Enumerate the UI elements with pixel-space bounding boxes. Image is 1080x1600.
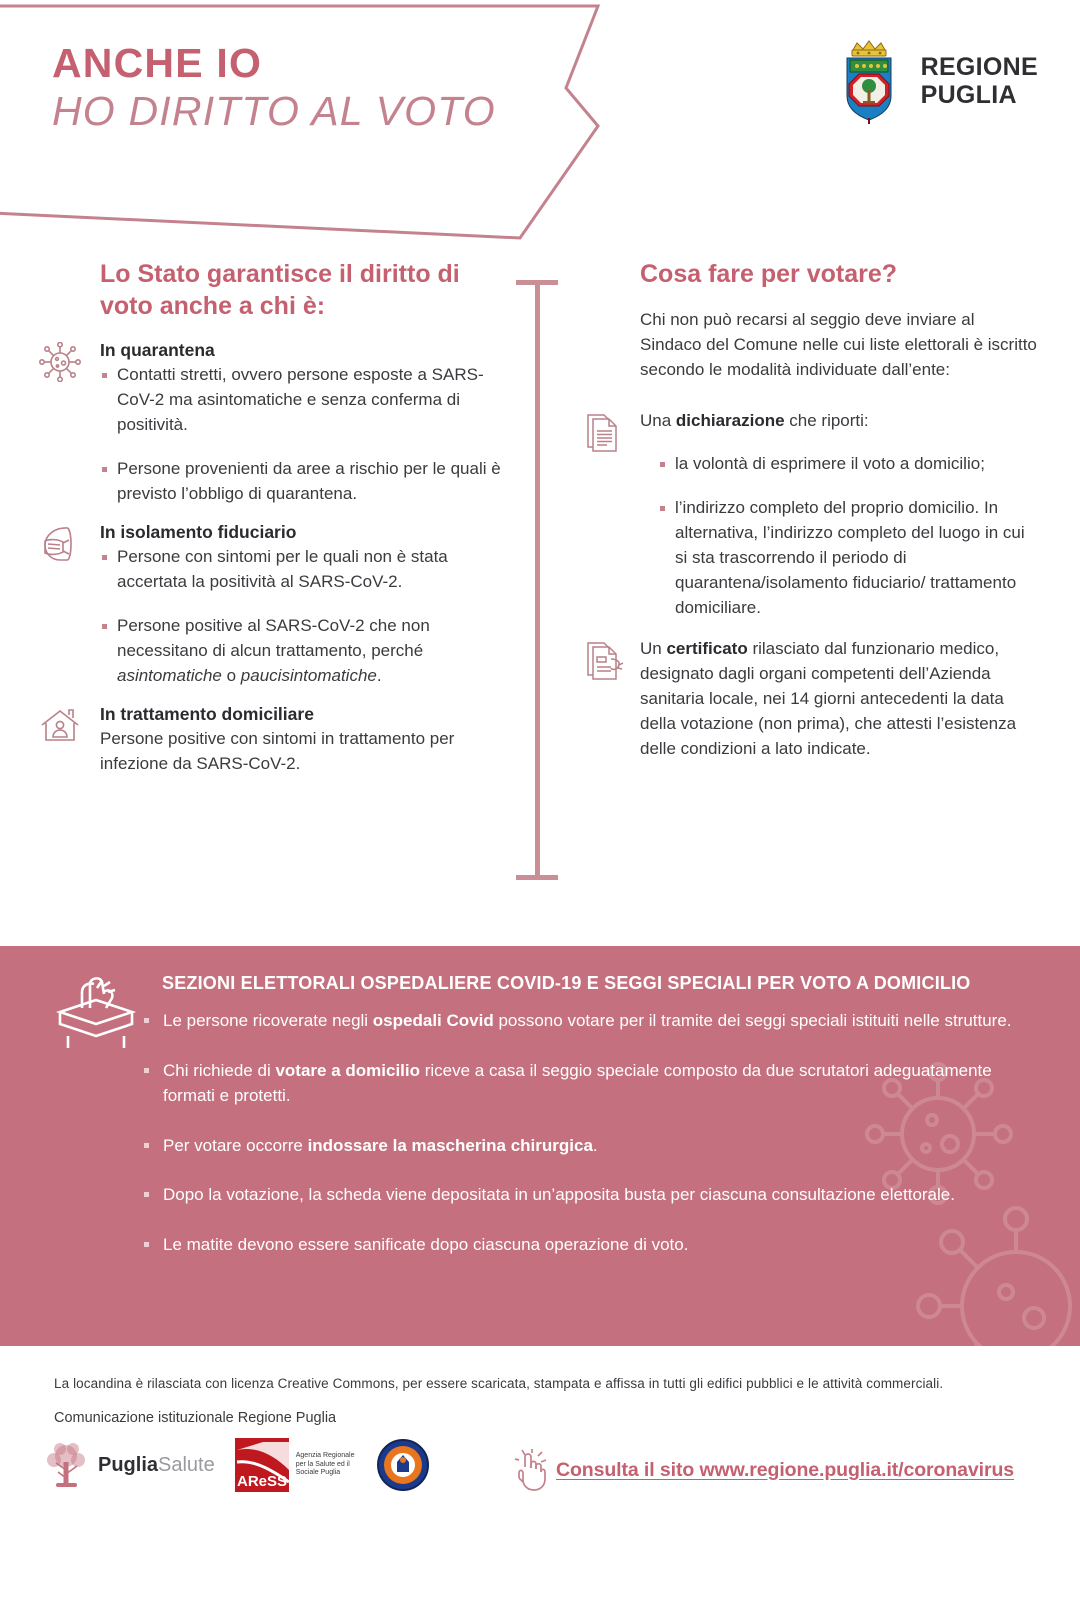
list-item: Persone con sintomi per le quali non è stata accertata la positività al SARS-CoV-2. [100,545,508,595]
protezione-civile-logo [376,1438,430,1492]
communication-note: Comunicazione istituzionale Regione Puglia [54,1410,337,1426]
bullet-text-pre: Chi richiede di [163,1060,276,1080]
list-item [142,1182,1012,1208]
divider-bar [535,280,540,880]
list-item: la volontà di esprimere il voto a domicilio; [658,452,1040,477]
creative-commons-note: La locandina è rilasciata con licenza Creative Commons, per essere scaricata, stampata e affissa in tutti gli edifici pubblici e le attività commerciali. [54,1376,944,1391]
item-isolamento-title: In isolamento fiduciario [100,521,297,542]
aress-mark-icon [233,1436,291,1494]
item-quarantena [38,340,508,507]
tree-icon [40,1440,92,1490]
regione-puglia-logo-text [921,53,1038,109]
item-quarantena-body [100,340,508,507]
ballot-box-icon [52,974,140,1052]
left-column [38,258,508,793]
dichiarazione-lead-bold: dichiarazione [675,410,785,430]
aress-caption: Agenzia Regionale per la Salute ed il Sociale Puglia [295,1451,355,1477]
title-line-2: HO DIRITTO AL VOTO [52,88,496,135]
bullet-text-post: riceve a casa il seggio speciale composto da due scrutatori adeguatamente formati e protetti. [163,1060,992,1105]
puglia-coat-of-arms-icon [839,38,905,124]
item-certificato [585,637,1040,762]
list-item [142,1008,1012,1034]
bullet-text-pre: Per votare occorre [163,1135,308,1155]
item-certificato-body [640,637,1040,762]
click-hand-icon [512,1448,552,1492]
column-divider [516,280,558,880]
footer [0,1352,1080,1600]
divider-cap-bottom [516,875,558,880]
right-column-intro: Chi non può recarsi al seggio deve inviare al Sindaco del Comune nelle cui liste elettorali è iscritto secondo le modalità individuate dall’ente: [640,310,1037,379]
bullet-text-pre: Le matite devono essere sanificate dopo ciascuna operazione di voto. [163,1234,689,1254]
banner-title: SEZIONI ELETTORALI OSPEDALIERE COVID-19 E SEGGI SPECIALI PER VOTO A DOMICILIO [162,973,971,993]
certificate-icon [585,639,629,679]
item-dichiarazione-body [640,409,1040,621]
regione-puglia-logo [839,38,1038,124]
certificato-text-post: rilasciato dal funzionario medico, designato dagli organi competenti dell’Azienda sanitaria locale, nei 14 giorni antecedenti la data della votazione (non prima), che attesti l’esistenza delle condizioni a lato indicate. [640,638,1017,758]
logo-line-1: REGIONE [920,53,1038,81]
svg-text:AReSS: AReSS [236,1473,287,1490]
site-link-label[interactable]: Consulta il sito www.regione.puglia.it/coronavirus [556,1458,1015,1481]
left-column-heading: Lo Stato garantisce il diritto di voto anche a chi è: [100,260,460,320]
footer-logos [40,1436,430,1494]
item-quarantena-title: In quarantena [100,340,215,360]
list-item [142,1133,1012,1159]
certificato-text [640,637,1040,762]
bullet-text-bold: indossare la mascherina chirurgica [307,1135,593,1155]
virus-icon [38,342,82,382]
dichiarazione-bullets [658,452,1040,621]
item-trattamento-domiciliare [38,704,508,777]
puglia-salute-text [98,1454,215,1477]
item-trattamento-body [100,704,508,777]
dichiarazione-lead-pre: Una [640,410,676,430]
documents-icon [585,411,629,451]
list-item: Contatti stretti, ovvero persone esposte a SARS-CoV-2 ma asintomatiche e senza conferma di positività. [100,363,508,438]
site-link[interactable] [512,1448,1014,1492]
dichiarazione-lead [640,409,1040,434]
bullet-text-bold: votare a domicilio [275,1060,420,1080]
item-trattamento-text: Persone positive con sintomi in trattamento per infezione da SARS-CoV-2. [100,728,455,773]
salute-light: Salute [158,1453,215,1476]
puglia-salute-logo [40,1440,215,1490]
page-title [52,42,496,135]
dichiarazione-lead-post: che riporti: [784,410,869,430]
puglia-bold: Puglia [98,1453,159,1476]
banner-seggi-speciali [0,946,1080,1346]
list-item [142,1232,1012,1258]
home-person-icon [38,706,82,746]
right-column [585,258,1040,778]
aress-logo [233,1436,358,1494]
bullet-text-pre: Dopo la votazione, la scheda viene depositata in un’apposita busta per ciascuna consultazione elettorale. [163,1185,955,1204]
item-isolamento-bullets [100,545,508,689]
item-isolamento-body [100,522,508,689]
right-column-heading: Cosa fare per votare? [640,260,898,288]
bullet-text-pre: Le persone ricoverate negli [163,1011,373,1030]
logo-line-2: PUGLIA [920,81,1017,109]
item-quarantena-bullets [100,363,508,507]
list-item [142,1058,1012,1109]
bullet-text-post: . [592,1135,598,1155]
item-isolamento [38,522,508,689]
face-mask-icon [38,524,82,564]
item-trattamento-title: In trattamento domiciliare [100,703,314,724]
title-line-1: ANCHE IO [52,40,263,86]
bullet-text-post: possono votare per il tramite dei seggi speciali istituiti nelle strutture. [493,1011,1012,1030]
header [0,0,1080,250]
certificato-text-bold: certificato [666,638,748,658]
list-item: l’indirizzo completo del proprio domicilio. In alternativa, l’indirizzo completo del luogo in cui si sta trascorrendo il periodo di quarantena/isolamento fiduciario/ trattamento domiciliare. [658,496,1040,621]
banner-bullets [142,1008,1012,1281]
item-dichiarazione [585,409,1040,621]
bullet-text-bold: ospedali Covid [372,1011,494,1030]
certificato-text-pre: Un [640,638,667,658]
list-item: Persone positive al SARS-CoV-2 che non necessitano di alcun trattamento, perché asintomatiche o paucisintomatiche. [100,614,508,689]
list-item: Persone provenienti da aree a rischio per le quali è previsto l’obbligo di quarantena. [100,457,508,507]
